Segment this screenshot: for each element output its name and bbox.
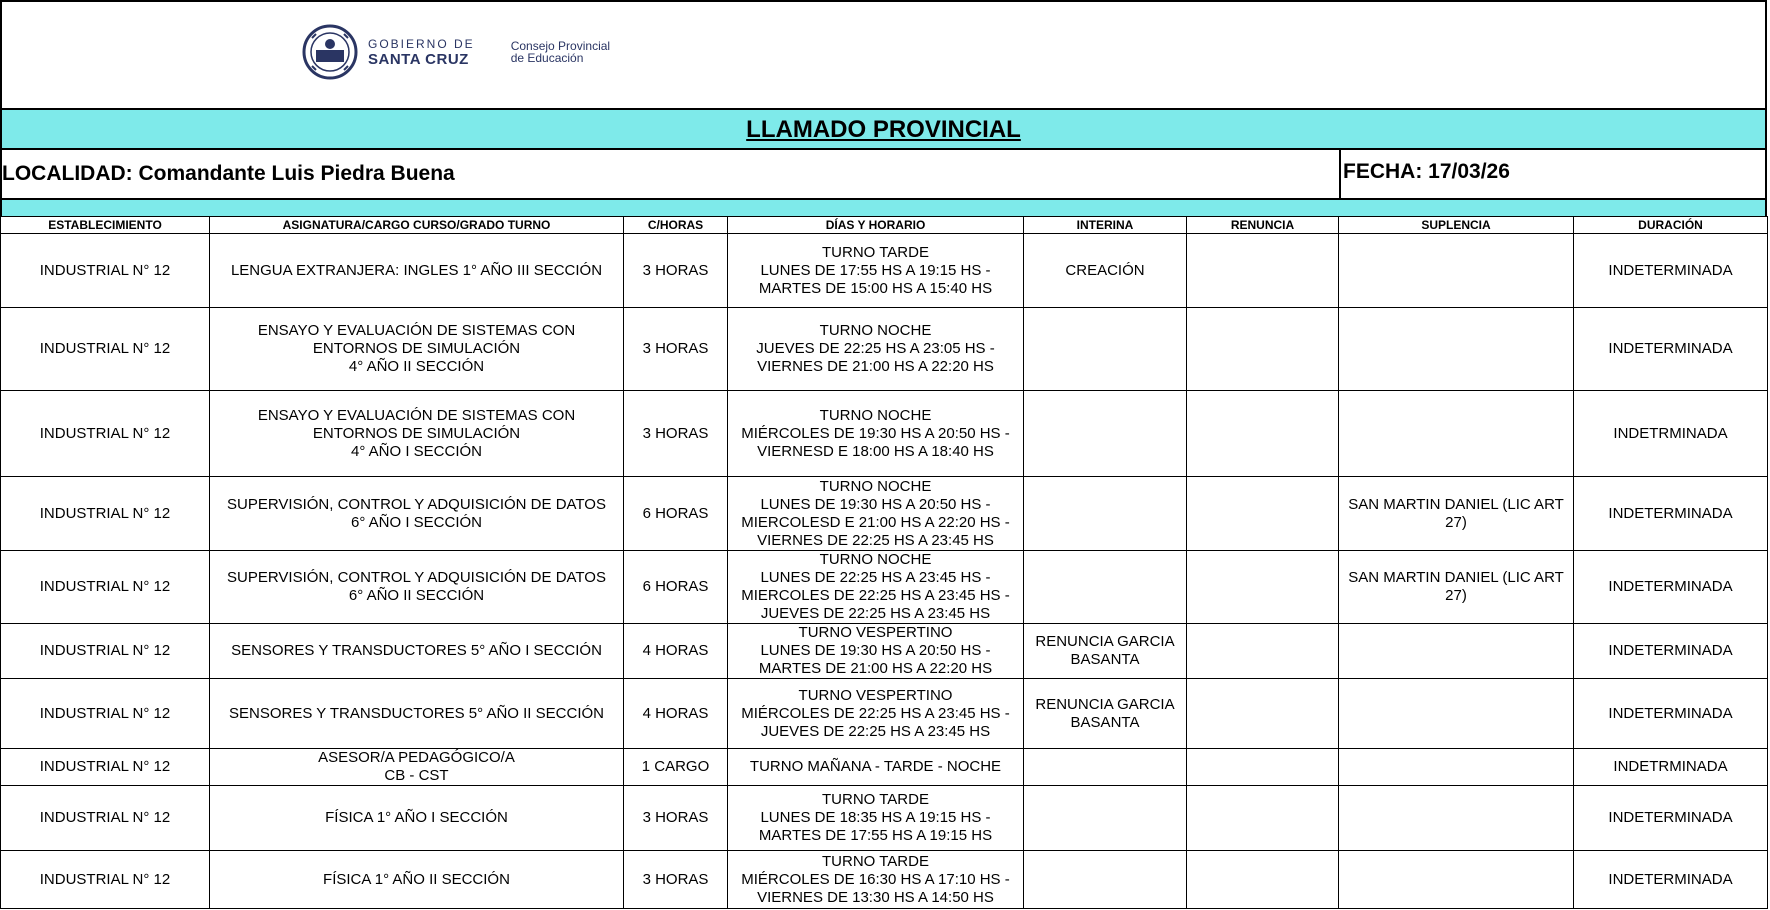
cell-renuncia	[1187, 391, 1339, 477]
cell-establecimiento: INDUSTRIAL N° 12	[1, 749, 210, 786]
table-row	[1, 749, 1768, 786]
cell-interina	[1024, 391, 1187, 477]
cell-horario: TURNO NOCHE MIÉRCOLES DE 19:30 HS A 20:50 HS - VIERNESD E 18:00 HS A 18:40 HS	[728, 391, 1024, 477]
cell-suplencia	[1339, 234, 1574, 308]
cell-horas: 3 HORAS	[624, 851, 728, 909]
cell-asignatura: LENGUA EXTRANJERA: INGLES 1° AÑO III SECCIÓN	[210, 234, 624, 308]
vacancies-table	[0, 216, 1768, 909]
cell-establecimiento: INDUSTRIAL N° 12	[1, 234, 210, 308]
council-line2: de Educación	[510, 51, 584, 65]
cell-renuncia	[1187, 749, 1339, 786]
cell-horas: 6 HORAS	[624, 551, 728, 624]
cell-horario: TURNO TARDE LUNES DE 18:35 HS A 19:15 HS - MARTES DE 17:55 HS A 19:15 HS	[728, 786, 1024, 851]
cell-asignatura: SUPERVISIÓN, CONTROL Y ADQUISICIÓN DE DATOS 6° AÑO II SECCIÓN	[210, 551, 624, 624]
cell-interina	[1024, 308, 1187, 391]
cell-interina	[1024, 477, 1187, 551]
cell-suplencia	[1339, 786, 1574, 851]
cell-horas: 3 HORAS	[624, 308, 728, 391]
col-header: DURACIÓN	[1574, 217, 1768, 234]
provincial-seal-icon	[302, 24, 358, 80]
table-row	[1, 679, 1768, 749]
table-row	[1, 477, 1768, 551]
cell-duracion: INDETERMINADA	[1574, 551, 1768, 624]
gov-line2: SANTA CRUZ	[368, 50, 469, 68]
cell-horario: TURNO VESPERTINO MIÉRCOLES DE 22:25 HS A 23:45 HS - JUEVES DE 22:25 HS A 23:45 HS	[728, 679, 1024, 749]
header-row	[1, 217, 1768, 234]
header-box	[0, 0, 1767, 110]
cell-asignatura: ENSAYO Y EVALUACIÓN DE SISTEMAS CON ENTORNOS DE SIMULACIÓN 4° AÑO II SECCIÓN	[210, 308, 624, 391]
cell-duracion: INDETERMINADA	[1574, 234, 1768, 308]
cell-establecimiento: INDUSTRIAL N° 12	[1, 786, 210, 851]
cell-asignatura: SENSORES Y TRANSDUCTORES 5° AÑO II SECCIÓN	[210, 679, 624, 749]
cell-horario: TURNO MAÑANA - TARDE - NOCHE	[728, 749, 1024, 786]
cell-renuncia	[1187, 624, 1339, 679]
table-row	[1, 308, 1768, 391]
cell-asignatura: SENSORES Y TRANSDUCTORES 5° AÑO I SECCIÓN	[210, 624, 624, 679]
col-header: RENUNCIA	[1187, 217, 1339, 234]
cell-horario: TURNO TARDE MIÉRCOLES DE 16:30 HS A 17:10 HS - VIERNES DE 13:30 HS A 14:50 HS	[728, 851, 1024, 909]
col-header: ASIGNATURA/CARGO CURSO/GRADO TURNO	[210, 217, 624, 234]
localidad: LOCALIDAD: Comandante Luis Piedra Buena	[2, 162, 455, 185]
cell-horario: TURNO VESPERTINO LUNES DE 19:30 HS A 20:50 HS - MARTES DE 21:00 HS A 22:20 HS	[728, 624, 1024, 679]
council-line1: Consejo Provincial	[510, 39, 611, 53]
cell-horas: 4 HORAS	[624, 624, 728, 679]
cell-duracion: INDETERMINADA	[1574, 679, 1768, 749]
col-header: DÍAS Y HORARIO	[728, 217, 1024, 234]
cell-renuncia	[1187, 234, 1339, 308]
cell-asignatura: FÍSICA 1° AÑO II SECCIÓN	[210, 851, 624, 909]
cell-renuncia	[1187, 786, 1339, 851]
government-logo	[302, 24, 610, 80]
cell-renuncia	[1187, 477, 1339, 551]
separator-band	[0, 200, 1767, 216]
cell-duracion: INDETERMINADA	[1574, 851, 1768, 909]
cell-horas: 6 HORAS	[624, 477, 728, 551]
cell-renuncia	[1187, 679, 1339, 749]
cell-interina	[1024, 749, 1187, 786]
gov-name	[368, 38, 475, 67]
fecha: FECHA: 17/03/26	[1343, 160, 1510, 183]
cell-suplencia	[1339, 391, 1574, 477]
cell-duracion: INDETERMINADA	[1574, 477, 1768, 551]
cell-horas: 3 HORAS	[624, 786, 728, 851]
cell-establecimiento: INDUSTRIAL N° 12	[1, 624, 210, 679]
table-row	[1, 234, 1768, 308]
council-name	[511, 40, 610, 64]
cell-suplencia	[1339, 851, 1574, 909]
cell-asignatura: SUPERVISIÓN, CONTROL Y ADQUISICIÓN DE DATOS 6° AÑO I SECCIÓN	[210, 477, 624, 551]
cell-interina: CREACIÓN	[1024, 234, 1187, 308]
fecha-cell	[1339, 148, 1767, 200]
col-header: ESTABLECIMIENTO	[1, 217, 210, 234]
table-row	[1, 624, 1768, 679]
cell-asignatura: FÍSICA 1° AÑO I SECCIÓN	[210, 786, 624, 851]
info-row	[0, 148, 1767, 200]
cell-renuncia	[1187, 551, 1339, 624]
cell-interina	[1024, 851, 1187, 909]
table-body	[1, 234, 1768, 909]
cell-horas: 1 CARGO	[624, 749, 728, 786]
cell-interina	[1024, 551, 1187, 624]
cell-suplencia	[1339, 624, 1574, 679]
cell-establecimiento: INDUSTRIAL N° 12	[1, 551, 210, 624]
cell-asignatura: ASESOR/A PEDAGÓGICO/A CB - CST	[210, 749, 624, 786]
cell-horario: TURNO NOCHE LUNES DE 19:30 HS A 20:50 HS - MIERCOLESD E 21:00 HS A 22:20 HS - VIERNES DE 22:25 HS A 23:45 HS	[728, 477, 1024, 551]
col-header: INTERINA	[1024, 217, 1187, 234]
cell-duracion: INDETRMINADA	[1574, 391, 1768, 477]
cell-horas: 3 HORAS	[624, 234, 728, 308]
cell-establecimiento: INDUSTRIAL N° 12	[1, 391, 210, 477]
cell-suplencia	[1339, 749, 1574, 786]
cell-asignatura: ENSAYO Y EVALUACIÓN DE SISTEMAS CON ENTORNOS DE SIMULACIÓN 4° AÑO I SECCIÓN	[210, 391, 624, 477]
cell-duracion: INDETRMINADA	[1574, 749, 1768, 786]
cell-establecimiento: INDUSTRIAL N° 12	[1, 477, 210, 551]
cell-suplencia	[1339, 679, 1574, 749]
table-row	[1, 786, 1768, 851]
cell-interina: RENUNCIA GARCIA BASANTA	[1024, 679, 1187, 749]
cell-horario: TURNO TARDE LUNES DE 17:55 HS A 19:15 HS - MARTES DE 15:00 HS A 15:40 HS	[728, 234, 1024, 308]
col-header: SUPLENCIA	[1339, 217, 1574, 234]
page-title: LLAMADO PROVINCIAL	[746, 116, 1021, 143]
cell-suplencia: SAN MARTIN DANIEL (LIC ART 27)	[1339, 551, 1574, 624]
col-header: C/HORAS	[624, 217, 728, 234]
cell-duracion: INDETERMINADA	[1574, 786, 1768, 851]
cell-horas: 4 HORAS	[624, 679, 728, 749]
gov-line1: GOBIERNO DE	[368, 36, 475, 51]
cell-horario: TURNO NOCHE JUEVES DE 22:25 HS A 23:05 HS - VIERNES DE 21:00 HS A 22:20 HS	[728, 308, 1024, 391]
cell-establecimiento: INDUSTRIAL N° 12	[1, 679, 210, 749]
cell-establecimiento: INDUSTRIAL N° 12	[1, 851, 210, 909]
cell-horario: TURNO NOCHE LUNES DE 22:25 HS A 23:45 HS - MIERCOLES DE 22:25 HS A 23:45 HS - JUEVES DE 22:25 HS A 23:45 HS	[728, 551, 1024, 624]
cell-interina: RENUNCIA GARCIA BASANTA	[1024, 624, 1187, 679]
cell-renuncia	[1187, 851, 1339, 909]
cell-establecimiento: INDUSTRIAL N° 12	[1, 308, 210, 391]
cell-duracion: INDETERMINADA	[1574, 308, 1768, 391]
cell-interina	[1024, 786, 1187, 851]
cell-suplencia: SAN MARTIN DANIEL (LIC ART 27)	[1339, 477, 1574, 551]
table-row	[1, 391, 1768, 477]
cell-horas: 3 HORAS	[624, 391, 728, 477]
title-band	[0, 110, 1767, 148]
cell-duracion: INDETERMINADA	[1574, 624, 1768, 679]
cell-suplencia	[1339, 308, 1574, 391]
cell-renuncia	[1187, 308, 1339, 391]
table-row	[1, 551, 1768, 624]
table-row	[1, 851, 1768, 909]
